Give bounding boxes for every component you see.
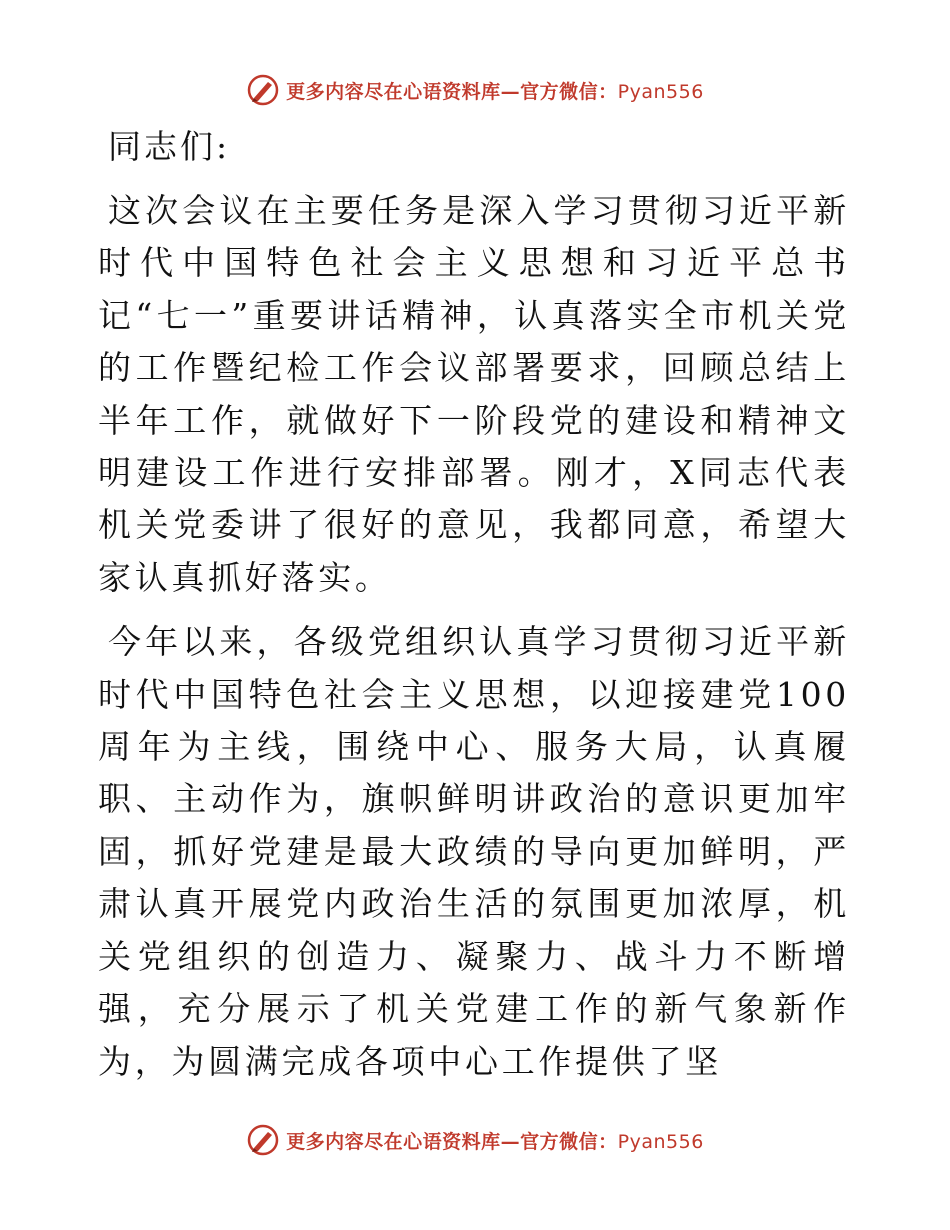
salutation: 同志们: (108, 127, 231, 166)
header-banner (0, 70, 950, 110)
footer-banner-id: Pyan556 (617, 1130, 704, 1153)
header-banner-content (246, 73, 704, 107)
footer-banner-text (286, 1127, 704, 1154)
footer-banner-content (246, 1123, 704, 1157)
pen-circle-logo-icon (246, 1123, 280, 1157)
footer-banner-main: 更多内容尽在心语资料库—官方微信： (286, 1130, 618, 1153)
header-banner-text (286, 77, 704, 104)
document-body (98, 125, 850, 1100)
paragraph-2: 今年以来，各级党组织认真学习贯彻习近平新时代中国特色社会主义思想，以迎接建党100周年为主线，围绕中心、服务大局，认真履职、主动作为，旗帜鲜明讲政治的意识更加牢固，抓好党建是最大政绩的导向更加鲜明，严肃认真开展党内政治生活的氛围更加浓厚，机关党组织的创造力、凝聚力、战斗力不断增强，充分展示了机关党建工作的新气象新作为，为圆满完成各项中心工作提供了坚 (98, 622, 850, 1081)
header-banner-id: Pyan556 (617, 80, 704, 103)
footer-banner (0, 1120, 950, 1160)
pen-circle-logo-icon (246, 73, 280, 107)
paragraph-1: 这次会议在主要任务是深入学习贯彻习近平新时代中国特色社会主义思想和习近平总书记“七一”重要讲话精神，认真落实全市机关党的工作暨纪检工作会议部署要求，回顾总结上半年工作，就做好下一阶段党的建设和精神文明建设工作进行安排部署。刚才，X同志代表机关党委讲了很好的意见，我都同意，希望大家认真抓好落实。 (98, 191, 850, 597)
header-banner-main: 更多内容尽在心语资料库—官方微信： (286, 80, 618, 103)
